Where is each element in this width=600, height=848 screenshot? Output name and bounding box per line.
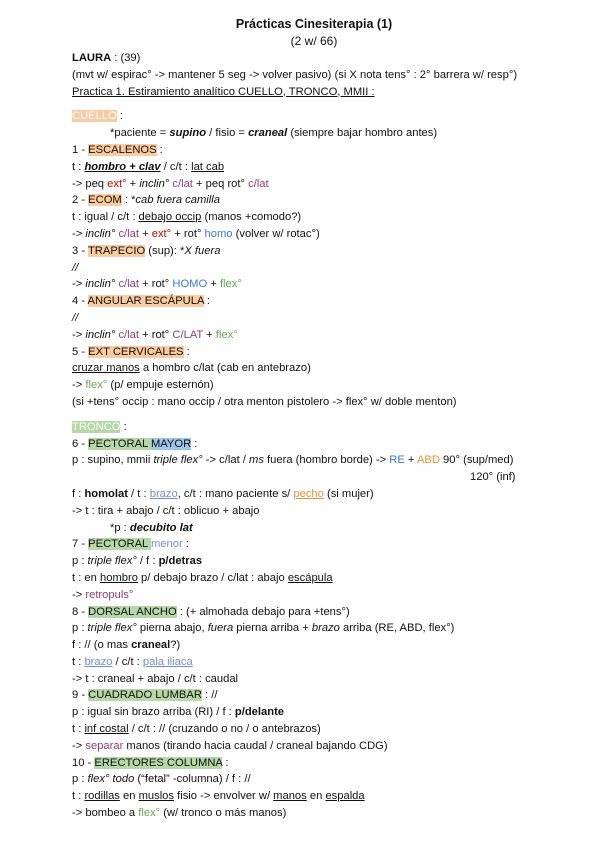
- text-line: *p : decubito lat: [110, 521, 193, 534]
- text-line: p : supino, mmii triple flex° -> c/lat / ms fuera (hombro borde) -> RE + ABD 90° (sup/med): [72, 454, 514, 467]
- text-line: t : rodillas en muslos fisio -> envolver w/ manos en espalda: [72, 790, 365, 803]
- text-line: (si +tens° occip : mano occip / otra menton pistolero -> flex° w/ doble menton): [72, 395, 457, 408]
- text-line: cruzar manos a hombro c/lat (cab en antebrazo): [72, 362, 311, 375]
- highlight: ANGULAR ESCÁPULA: [87, 295, 204, 308]
- text-line: -> retropuls°: [72, 588, 134, 601]
- text-line: -> bombeo a flex° (w/ tronco o más manos): [72, 807, 287, 820]
- text-line: f : homolat / t : brazo, c/t : mano paciente s/ pecho (si mujer): [72, 487, 374, 500]
- highlight: PECTORAL: [88, 538, 151, 551]
- text-line: LAURA : (39): [72, 52, 141, 64]
- highlight: ESCALENOS: [88, 143, 157, 156]
- item-heading: 5 - EXT CERVICALES :: [72, 345, 190, 358]
- text-line: -> flex° (p/ empuje esternón): [72, 379, 214, 392]
- text-line: p : triple flex° / f : p/detras: [72, 555, 203, 568]
- highlight: TRONCO: [72, 420, 121, 433]
- text-line: (mvt w/ espirac° -> mantener 5 seg -> volver pasivo) (si X nota tens° : 2° barrera w/ resp°): [72, 68, 518, 81]
- text-line: t : hombro + clav / c/t : lat cab: [72, 160, 225, 173]
- highlight: ECOM: [88, 194, 122, 207]
- highlight: EXT CERVICALES: [88, 345, 184, 358]
- highlight: CUELLO: [72, 110, 117, 123]
- text-line: *paciente = supino / fisio = craneal (siempre bajar hombro antes): [110, 127, 438, 140]
- text-line: //: [72, 261, 79, 274]
- item-heading: 7 - PECTORAL menor :: [72, 538, 189, 551]
- text-line: p : igual sin brazo arriba (RI) / f : p/delante: [72, 706, 285, 719]
- text-line: //: [72, 311, 79, 324]
- item-heading: 1 - ESCALENOS :: [72, 143, 163, 156]
- text-line: 120° (inf): [470, 471, 516, 484]
- highlight: ERECTORES COLUMNA: [94, 756, 223, 769]
- text-line: -> inclin° c/lat + rot° C/LAT + flex°: [72, 328, 238, 341]
- highlight: TRAPECIO: [87, 244, 146, 257]
- item-heading: 8 - DORSAL ANCHO : (+ almohada debajo para +tens°): [72, 605, 350, 618]
- section-label: CUELLO :: [72, 110, 123, 123]
- text-line: -> t : tira + abajo / c/t : oblicuo + abajo: [72, 504, 260, 517]
- text-line: -> inclin° c/lat + ext° + rot° homo (volver w/ rotac°): [72, 227, 320, 240]
- text-line: t : inf costal / c/t : // (cruzando o no / o antebrazos): [72, 723, 321, 736]
- text-line: f : // (o mas craneal?): [72, 639, 181, 652]
- highlight: MAYOR: [150, 437, 192, 450]
- highlight: CUADRADO LUMBAR: [88, 689, 202, 702]
- text-line: p : flex° todo (“fetal” -columna) / f : //: [72, 773, 251, 786]
- section-heading: Practica 1. Estiramiento analítico CUELLO, TRONCO, MMII :: [72, 85, 375, 98]
- highlight: PECTORAL: [88, 437, 151, 450]
- text-line: t : brazo / c/t : pala iliaca: [72, 655, 193, 668]
- text-line: -> peq ext° + inclin° c/lat + peq rot° c/lat: [72, 177, 269, 190]
- highlight: DORSAL ANCHO: [88, 605, 177, 618]
- item-heading: 3 - TRAPECIO (sup): *X fuera: [72, 244, 221, 257]
- text-line: -> inclin° c/lat + rot° HOMO + flex°: [72, 278, 242, 291]
- text-line: t : igual / c/t : debajo occip (manos +comodo?): [72, 211, 302, 224]
- document-subtitle: (2 w/ 66): [290, 34, 338, 48]
- item-heading: 9 - CUADRADO LUMBAR : //: [72, 689, 218, 702]
- item-heading: 6 - PECTORAL MAYOR :: [72, 437, 198, 450]
- document-page: [72, 16, 562, 822]
- text-line: p : triple flex° pierna abajo, fuera pierna arriba + brazo arriba (RE, ABD, flex°): [72, 622, 455, 635]
- text-line: -> separar manos (tirando hacia caudal / craneal bajando CDG): [72, 739, 388, 752]
- item-heading: 2 - ECOM : *cab fuera camilla: [72, 194, 220, 207]
- item-heading: 10 - ERECTORES COLUMNA :: [72, 756, 229, 769]
- document-title: Prácticas Cinesiterapia (1): [235, 17, 393, 31]
- text-line: -> t : craneal + abajo / c/t : caudal: [72, 672, 239, 685]
- section-label: TRONCO :: [72, 420, 127, 433]
- item-heading: 4 - ANGULAR ESCÁPULA :: [72, 295, 211, 308]
- text-line: t : en hombro p/ debajo brazo / c/lat : abajo escápula: [72, 571, 333, 584]
